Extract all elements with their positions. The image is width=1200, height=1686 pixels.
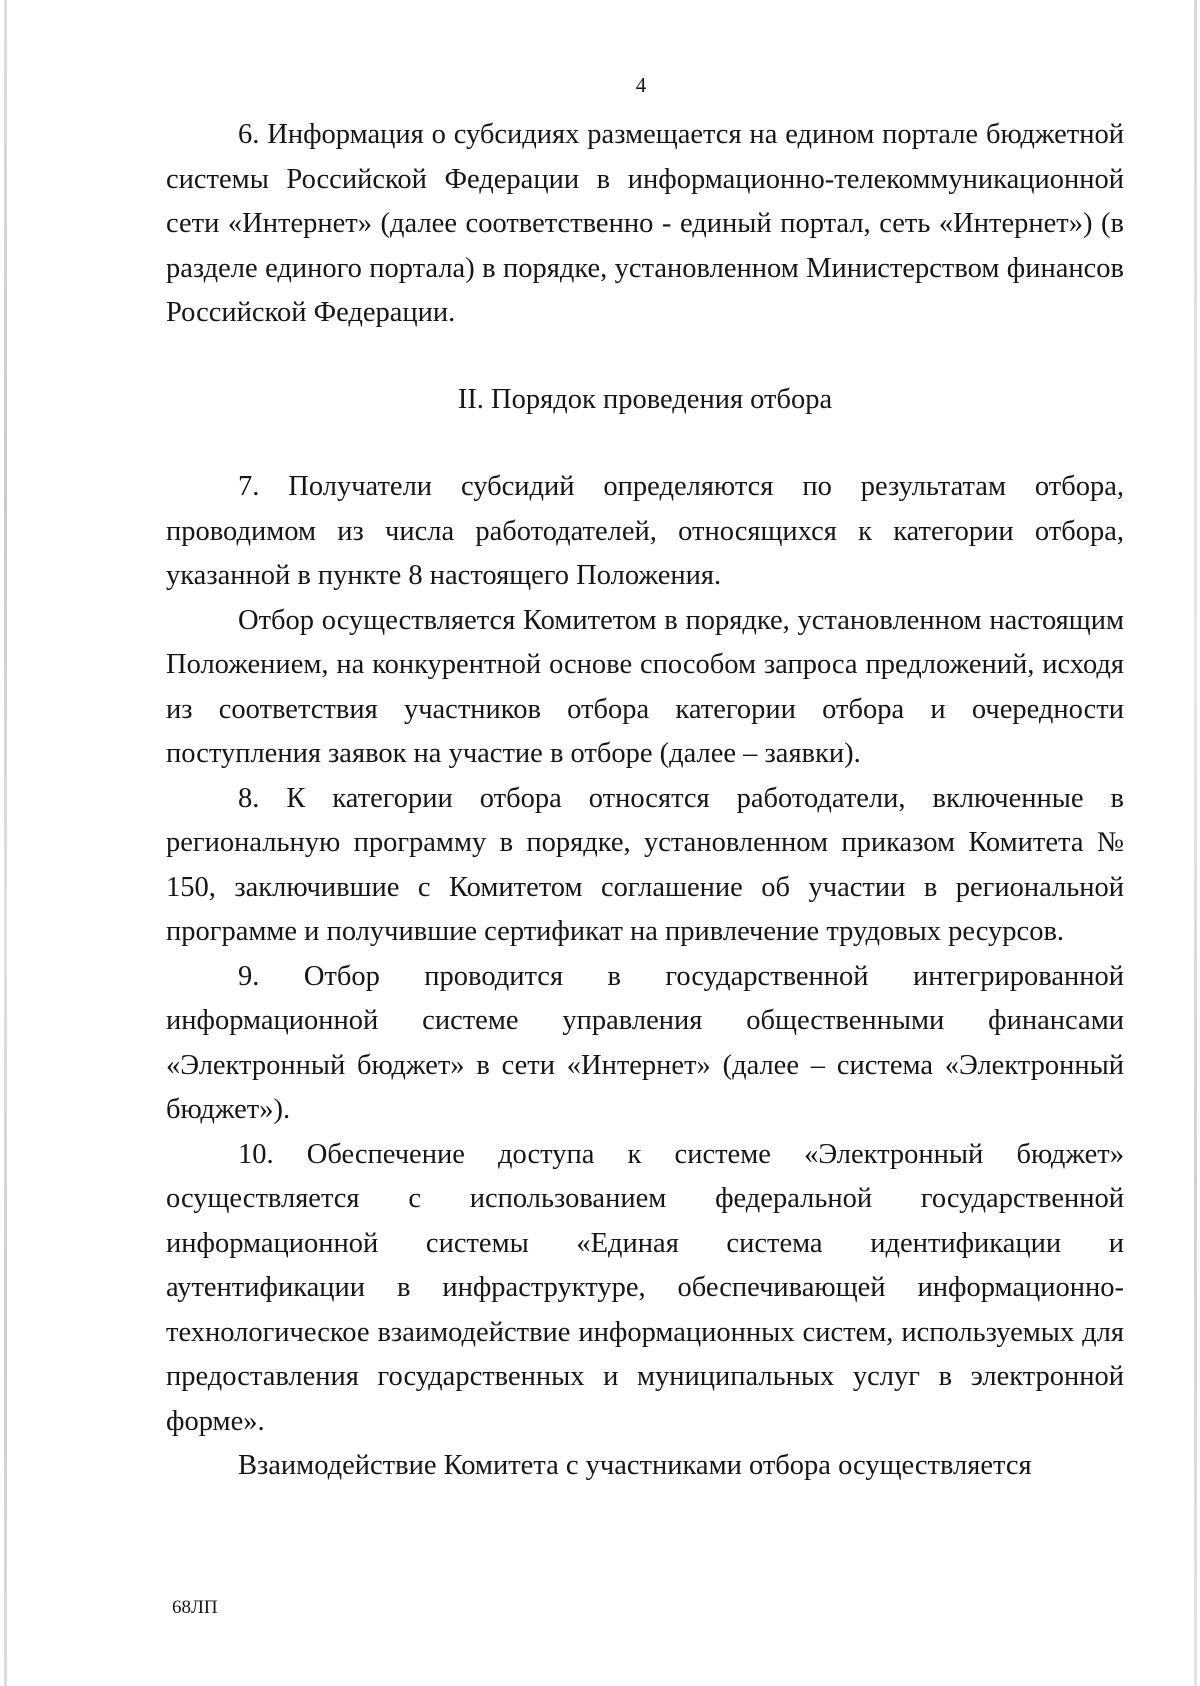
paragraph-block-2 [166,465,1124,1489]
page-number: 4 [635,73,647,97]
section-heading: II. Порядок проведения отбора [457,384,833,415]
paragraph-11: Взаимодействие Комитета с участниками отбора осуществляется [238,1450,1032,1481]
footer-code: 68ЛП [172,1597,218,1618]
scan-edge-left [4,0,7,1686]
paragraph-8: 8. К категории отбора относятся работодатели, включенные в региональную программу в порядке, установленном приказом Комитета № 150, заключившие с Комитетом соглашение об участии в региональной программе и получившие сертификат на привлечение трудовых ресурсов. [166,782,1124,947]
paragraph-7: 7. Получатели субсидий определяются по результатам отбора, проводимом из числа работодателей, относящихся к категории отбора, указанной в пункте 8 настоящего Положения. [166,471,1124,591]
paragraph-6: 6. Информация о субсидиях размещается на едином портале бюджетной системы Российской Федерации в информационно-телекоммуникационной сети «Интернет» (далее соответственно - единый портал, сеть «Интернет») (в разделе единого портала) в порядке, установленном Министерством финансов Российской Федерации. [166,119,1124,328]
scan-edge-right [1194,0,1197,1686]
paragraph-7-selection: Отбор осуществляется Комитетом в порядке, установленном настоящим Положением, на конкурентной основе способом запроса предложений, исходя из соответствия участников отбора категории отбора и очередности поступления заявок на участие в отборе (далее – заявки). [166,604,1124,769]
paragraph-10: 10. Обеспечение доступа к системе «Электронный бюджет» осуществляется с использованием федеральной государственной информационной системы «Единая система идентификации и аутентификации в инфраструктуре, обеспечивающей информационно-технологическое взаимодействие информационных систем, используемых для предоставления государственных и муниципальных услуг в электронной форме». [166,1138,1124,1437]
paragraph-block-1 [166,113,1124,336]
paragraph-9: 9. Отбор проводится в государственной интегрированной информационной системе управления общественными финансами «Электронный бюджет» в сети «Интернет» (далее – система «Электронный бюджет»). [166,960,1124,1125]
